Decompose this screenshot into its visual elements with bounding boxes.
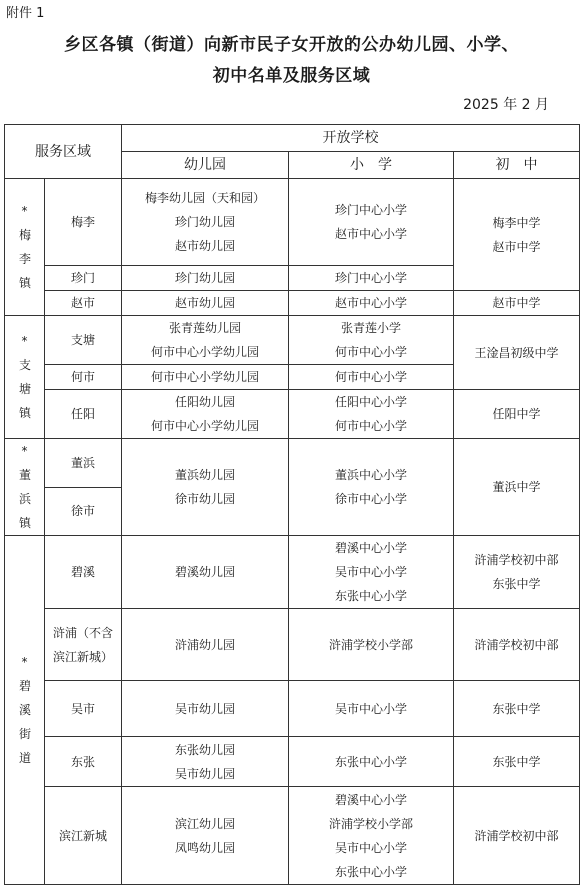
- ps-item: 碧溪中心小学: [334, 792, 407, 807]
- town-cell: [5, 536, 45, 885]
- ps-item: 何市中心小学: [334, 419, 407, 433]
- kg-item: 张青莲幼儿园: [168, 321, 241, 335]
- header-kindergarten: 幼儿园: [122, 152, 289, 179]
- ps-item: 东张中心小学: [289, 737, 454, 787]
- kg-item: 珍门幼儿园: [174, 215, 235, 229]
- town-cell: [5, 179, 45, 316]
- kg-item: 徐市幼儿园: [174, 492, 235, 506]
- kg-cell: [122, 439, 289, 536]
- area-binjiang: 滨江新城: [45, 787, 122, 885]
- area-meili: 梅李: [45, 179, 122, 266]
- header-primary: 小 学: [289, 152, 454, 179]
- area-dongbang: 董浜: [45, 439, 122, 488]
- ps-item: 碧溪中心小学: [334, 541, 407, 555]
- kg-item: 赵市幼儿园: [122, 291, 289, 316]
- ps-item: 珍门中心小学: [334, 203, 407, 217]
- document-title-line2: 初中名单及服务区域: [212, 66, 371, 86]
- kg-cell: [122, 737, 289, 787]
- kg-item: 梅李幼儿园（天和园）: [144, 191, 265, 205]
- header-open-schools: 开放学校: [122, 125, 580, 152]
- kg-item: 吴市幼儿园: [174, 766, 235, 781]
- kg-cell: [122, 787, 289, 885]
- ps-item: 东张中心小学: [334, 864, 407, 879]
- kg-item: 浒浦幼儿园: [122, 609, 289, 681]
- kg-item: 凤鸣幼儿园: [174, 840, 235, 855]
- ps-cell: [289, 439, 454, 536]
- ps-item: 珍门中心小学: [289, 266, 454, 291]
- kg-item: 董浜幼儿园: [174, 468, 235, 482]
- js-cell: [454, 179, 580, 291]
- document-date: 2025 年 2 月: [463, 97, 549, 113]
- ps-cell: [289, 536, 454, 609]
- js-item: 梅李中学: [492, 215, 541, 230]
- area-bixi: 碧溪: [45, 536, 122, 609]
- js-cell: [454, 536, 580, 609]
- kg-cell: [122, 179, 289, 266]
- area-wushi: 吴市: [45, 681, 122, 737]
- ps-item: 张青莲小学: [340, 321, 401, 335]
- ps-item: 何市中心小学: [334, 345, 407, 359]
- school-list-table: [4, 124, 580, 885]
- js-item: 赵市中学: [492, 239, 541, 254]
- area-zhaoshi: 赵市: [45, 291, 122, 316]
- js-item: 东张中学: [454, 737, 580, 787]
- town-dongbang: *董浜镇: [19, 444, 32, 530]
- js-item: 浒浦学校初中部: [454, 609, 580, 681]
- kg-item: 碧溪幼儿园: [122, 536, 289, 609]
- kg-item: 何市中心小学幼儿园: [122, 365, 289, 390]
- kg-item: 赵市幼儿园: [174, 239, 235, 253]
- js-item: 赵市中学: [454, 291, 580, 316]
- ps-item: 吴市中心小学: [334, 840, 407, 855]
- kg-item: 东张幼儿园: [174, 742, 235, 757]
- header-service-area: 服务区域: [5, 125, 122, 179]
- ps-item: 赵市中心小学: [334, 227, 407, 241]
- js-item: 浒浦学校初中部: [474, 553, 559, 567]
- js-item: 董浜中学: [454, 439, 580, 536]
- js-item: 浒浦学校初中部: [454, 787, 580, 885]
- area-zhenmen: 珍门: [45, 266, 122, 291]
- area-xupu-text: 浒浦（不含滨江新城）: [52, 625, 113, 664]
- ps-item: 吴市中心小学: [334, 565, 407, 579]
- js-item: 王淦昌初级中学: [454, 316, 580, 390]
- ps-item: 董浜中心小学: [334, 468, 407, 482]
- ps-cell: [289, 390, 454, 439]
- js-item: 任阳中学: [454, 390, 580, 439]
- town-zhitang: *支塘镇: [19, 334, 32, 420]
- ps-cell: [289, 316, 454, 365]
- ps-item: 任阳中心小学: [334, 395, 407, 409]
- kg-item: 吴市幼儿园: [122, 681, 289, 737]
- area-xupu: [45, 609, 122, 681]
- header-junior: 初 中: [454, 152, 580, 179]
- ps-item: 浒浦学校小学部: [328, 816, 413, 831]
- ps-item: 徐市中心小学: [334, 492, 407, 506]
- town-bixi: *碧溪街道: [19, 655, 32, 765]
- js-item: 东张中学: [492, 577, 541, 591]
- kg-item: 任阳幼儿园: [174, 395, 235, 409]
- ps-item: 浒浦学校小学部: [289, 609, 454, 681]
- js-item: 东张中学: [454, 681, 580, 737]
- area-renyang: 任阳: [45, 390, 122, 439]
- document-title-line1: 乡区各镇（街道）向新市民子女开放的公办幼儿园、小学、: [64, 35, 519, 55]
- kg-item: 珍门幼儿园: [122, 266, 289, 291]
- town-meili: *梅李镇: [19, 204, 32, 290]
- ps-cell: [289, 179, 454, 266]
- ps-item: 东张中心小学: [334, 589, 407, 603]
- area-dongzhang: 东张: [45, 737, 122, 787]
- ps-cell: [289, 787, 454, 885]
- ps-item: 赵市中心小学: [289, 291, 454, 316]
- ps-item: 吴市中心小学: [289, 681, 454, 737]
- town-cell: [5, 316, 45, 439]
- kg-item: 何市中心小学幼儿园: [150, 419, 259, 433]
- kg-item: 滨江幼儿园: [174, 816, 235, 831]
- area-heshi: 何市: [45, 365, 122, 390]
- attachment-label: 附件 1: [6, 6, 45, 21]
- kg-item: 何市中心小学幼儿园: [150, 345, 259, 359]
- kg-cell: [122, 316, 289, 365]
- ps-item: 何市中心小学: [289, 365, 454, 390]
- area-zhitang: 支塘: [45, 316, 122, 365]
- town-cell: [5, 439, 45, 536]
- kg-cell: [122, 390, 289, 439]
- area-xushi: 徐市: [45, 487, 122, 536]
